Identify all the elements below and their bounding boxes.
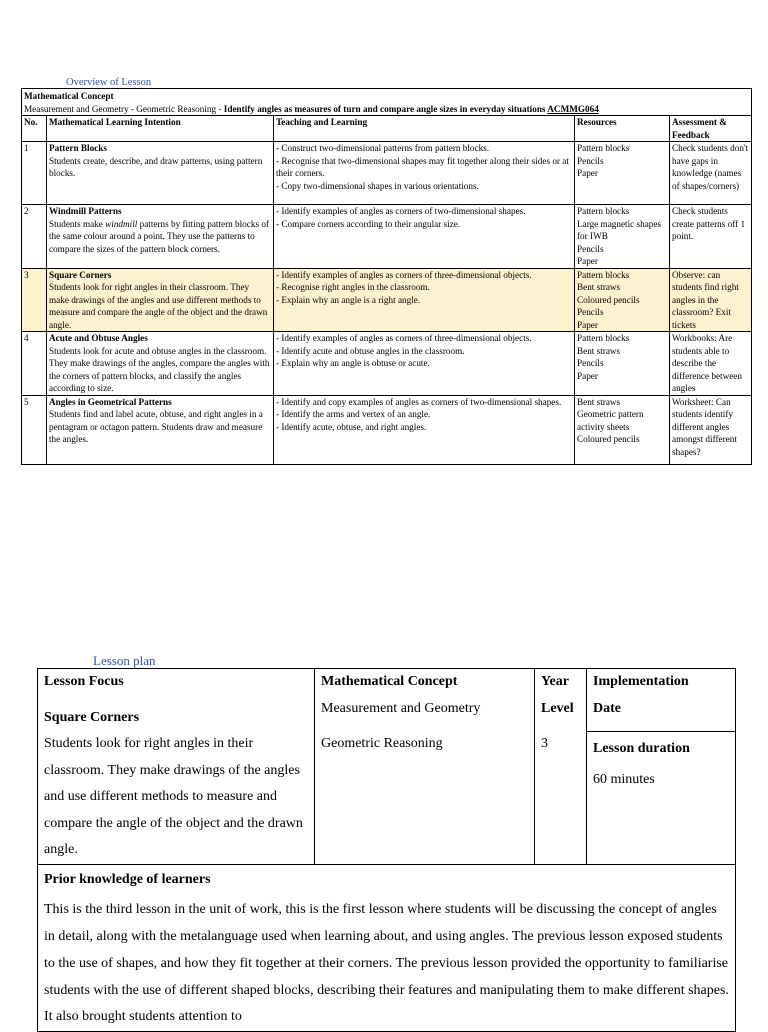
overview-concept-label: Mathematical Concept [24, 91, 114, 101]
duration-value: 60 minutes [593, 771, 655, 787]
resource-item: Coloured pencils [577, 434, 640, 444]
teaching-item: - Explain why an angle is obtuse or acute. [276, 358, 430, 368]
row-assessment: Check students create patterns off 1 point. [670, 205, 752, 269]
teaching-item: - Explain why an angle is a right angle. [276, 294, 421, 305]
row-resources [575, 332, 670, 396]
row-title: Square Corners [49, 269, 112, 280]
row-teaching [274, 205, 575, 269]
implementation-cell [587, 669, 736, 865]
row-teaching [274, 332, 575, 396]
header-resources: Resources [575, 116, 670, 142]
resource-item: Bent straws [577, 345, 621, 356]
overview-concept-cell [22, 89, 752, 116]
lesson-focus-title: Square Corners [44, 709, 140, 725]
implementation-label: Implementation [593, 674, 689, 689]
row-desc: Students find and label acute, obtuse, and right angles in a pentagram or octagon pattern. Students draw and measure the angles. [49, 409, 263, 444]
year-value: 3 [541, 736, 548, 751]
row-number: 3 [22, 268, 47, 332]
lesson-focus-desc: Students look for right angles in their classroom. They make drawings of the angles and use different methods to measure and compare the angle of the object and the drawn angle. [44, 736, 303, 857]
resource-item: Bent straws [577, 282, 621, 292]
row-assessment: Observe: can students find right angles in the classroom? Exit tickets [670, 268, 752, 332]
resource-item: Bent straws [577, 396, 621, 407]
row-title: Pattern Blocks [49, 143, 107, 153]
resource-item: Paper [577, 370, 598, 381]
row-assessment: Workbooks: Are students able to describe the difference between angles [670, 332, 752, 396]
overview-concept-prefix: Measurement and Geometry - Geometric Reasoning - [24, 103, 224, 114]
lesson-plan-heading: Lesson plan [93, 653, 156, 668]
row-resources [575, 395, 670, 464]
table-row [22, 332, 752, 396]
lesson-plan-table [37, 668, 736, 1032]
teaching-item: - Construct two-dimensional patterns from pattern blocks. [276, 143, 490, 153]
prior-knowledge-row [38, 864, 736, 1032]
row-desc: Students look for right angles in their classroom. They make drawings of the angles and use different methods to measure and compare the angle of the object and the drawn angle. [49, 282, 268, 330]
row-desc-post: patterns by fitting pattern blocks of the same colour around a point. They use the patterns to compare the sizes of the pattern block corners. [49, 218, 269, 254]
implementation-date-block [587, 669, 735, 732]
resource-item: Pencils [577, 307, 604, 317]
row-number: 1 [22, 142, 47, 205]
overview-concept-code: ACMMG064 [547, 103, 599, 114]
overview-concept-bold: Identify angles as measures of turn and compare angle sizes in everyday situations [223, 103, 548, 114]
concept-line-1: Measurement and Geometry [321, 700, 481, 716]
resource-item: Pattern blocks [577, 143, 630, 153]
resource-item: Pencils [577, 155, 604, 166]
teaching-item: - Recognise that two-dimensional shapes may fit together along their sides or at their corners. [276, 155, 569, 178]
teaching-item: - Identify the arms and vertex of an angle. [276, 409, 431, 419]
row-desc: Students create, describe, and draw patterns, using pattern blocks. [49, 155, 263, 178]
row-intention [47, 142, 274, 205]
resource-item: Paper [577, 319, 598, 330]
date-label: Date [593, 700, 621, 716]
teaching-item: - Identify examples of angles as corners of three-dimensional objects. [276, 333, 532, 343]
row-desc-pre: Students make [49, 218, 106, 229]
overview-heading: Overview of Lesson [66, 77, 152, 88]
row-title: Angles in Geometrical Patterns [49, 396, 172, 407]
resource-item: Paper [577, 256, 598, 266]
teaching-item: - Identify acute, obtuse, and right angles. [276, 421, 427, 432]
year-level-cell [535, 669, 587, 865]
prior-knowledge-text: This is the third lesson in the unit of work, this is the first lesson where students will be discussing the concept of angles in detail, along with the metalanguage used when learning about, and using angles. The previous lesson exposed students to the use of shapes, and how they fit together at their corners. The previous lesson provided the opportunity to familiarise students with the use of different shaped blocks, describing their features and manipulating them to make different shapes. It also brought students attention to [44, 902, 729, 1025]
lesson-focus-cell [38, 669, 315, 865]
year-label: Year [541, 674, 569, 689]
header-no: No. [22, 116, 47, 142]
table-row-highlighted [22, 268, 752, 332]
row-intention [47, 332, 274, 396]
lesson-focus-label: Lesson Focus [44, 674, 124, 689]
resource-item: Pencils [577, 243, 604, 254]
duration-label: Lesson duration [593, 741, 690, 756]
teaching-item: - Compare corners according to their angular size. [276, 218, 461, 229]
lesson-plan-top-row [38, 669, 736, 865]
row-number: 5 [22, 395, 47, 464]
row-intention [47, 395, 274, 464]
row-resources [575, 268, 670, 332]
row-teaching [274, 268, 575, 332]
concept-label: Mathematical Concept [321, 674, 458, 689]
prior-knowledge-label: Prior knowledge of learners [44, 871, 211, 887]
resource-item: Pencils [577, 358, 604, 368]
teaching-item: - Copy two-dimensional shapes in various orientations. [276, 180, 479, 191]
teaching-item: - Identify acute and obtuse angles in the classroom. [276, 345, 465, 356]
level-label: Level [541, 700, 574, 716]
resource-item: Pattern blocks [577, 206, 630, 216]
mathematical-concept-cell [315, 669, 535, 865]
teaching-item: - Identify and copy examples of angles as corners of two-dimensional shapes. [276, 396, 562, 407]
row-title: Acute and Obtuse Angles [49, 333, 148, 343]
resource-item: Paper [577, 168, 598, 178]
resource-item: Geometric pattern activity sheets [577, 409, 644, 432]
row-number: 2 [22, 205, 47, 269]
table-row [22, 205, 752, 269]
header-intention: Mathematical Learning Intention [47, 116, 274, 142]
prior-knowledge-cell [38, 864, 736, 1032]
row-number: 4 [22, 332, 47, 396]
resource-item: Coloured pencils [577, 294, 640, 305]
row-assessment: Check students don't have gaps in knowledge (names of shapes/corners) [670, 142, 752, 205]
row-desc-em: windmill [105, 218, 138, 229]
teaching-item: - Identify examples of angles as corners of three-dimensional objects. [276, 269, 532, 280]
header-assessment: Assessment & Feedback [670, 116, 752, 142]
row-desc: Students look for acute and obtuse angles in the classroom. They make drawings of the angles, compare the angles with the corners of pattern blocks, and classify the angles according to size. [49, 345, 270, 393]
row-teaching [274, 142, 575, 205]
row-intention [47, 268, 274, 332]
resource-item: Pattern blocks [577, 269, 630, 280]
row-intention [47, 205, 274, 269]
row-resources [575, 205, 670, 269]
row-assessment: Worksheet: Can students identify different angles amongst different shapes? [670, 395, 752, 464]
resource-item: Large magnetic shapes for IWB [577, 218, 662, 241]
header-teaching: Teaching and Learning [274, 116, 575, 142]
row-teaching [274, 395, 575, 464]
overview-table [21, 88, 752, 465]
resource-item: Pattern blocks [577, 333, 630, 343]
row-resources [575, 142, 670, 205]
table-row [22, 142, 752, 205]
table-row [22, 395, 752, 464]
teaching-item: - Identify examples of angles as corners of two-dimensional shapes. [276, 206, 526, 216]
overview-header-row [22, 116, 752, 142]
row-title: Windmill Patterns [49, 206, 122, 216]
concept-line-2: Geometric Reasoning [321, 736, 443, 751]
teaching-item: - Recognise right angles in the classroom. [276, 282, 430, 292]
